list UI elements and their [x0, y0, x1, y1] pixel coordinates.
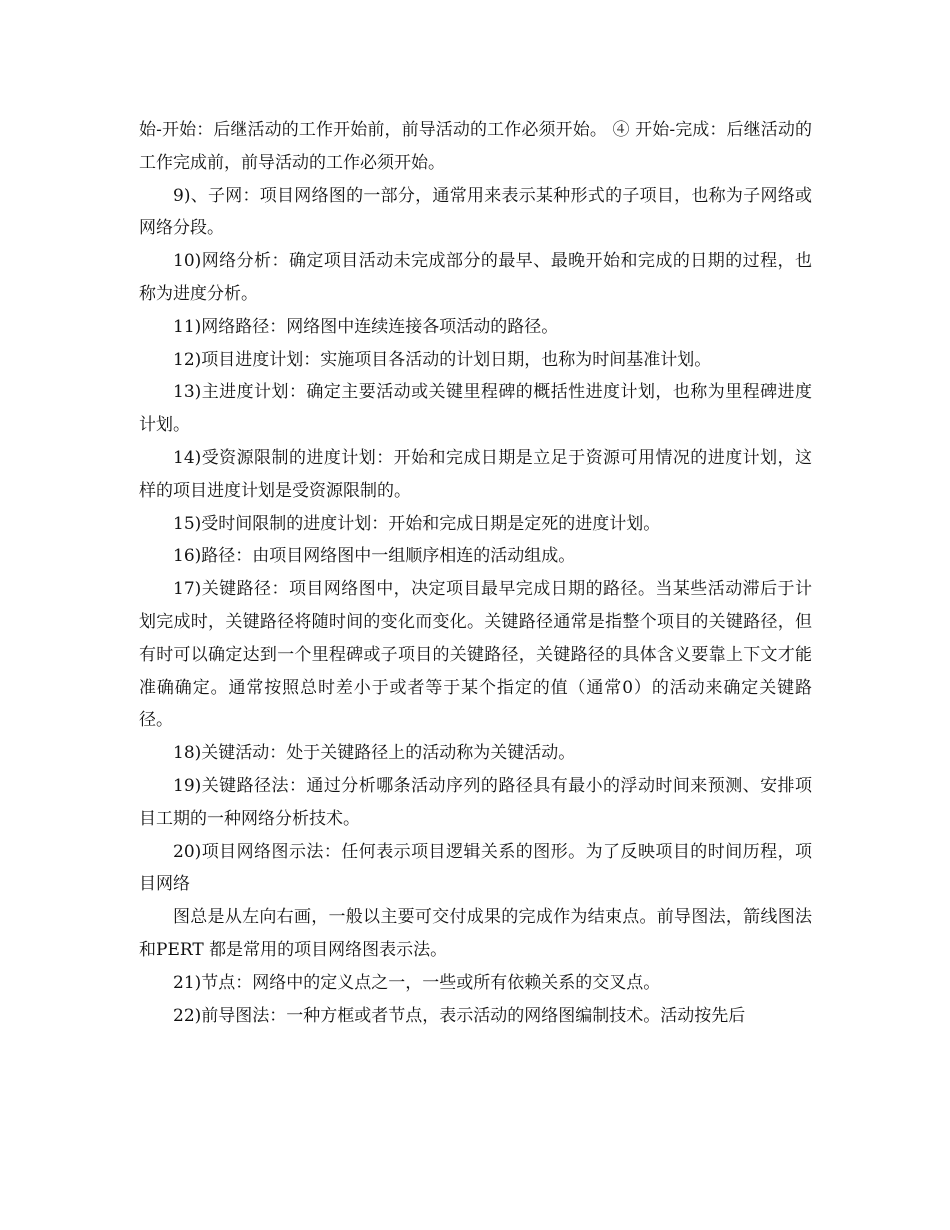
paragraph-2: 9)、子网：项目网络图的一部分，通常用来表示某种形式的子项目，也称为子网络或网络分段。	[139, 185, 812, 239]
paragraph-1: 始-开始：后继活动的工作开始前，前导活动的工作必须开始。 ④ 开始-完成：后继活动的工作完成前，前导活动的工作必须开始。	[139, 120, 812, 173]
paragraph-8: 15)受时间限制的进度计划：开始和完成日期是定死的进度计划。	[173, 513, 661, 534]
paragraph-9: 16)路径：由项目网络图中一组顺序相连的活动组成。	[173, 546, 576, 567]
paragraph-15: 21)节点：网络中的定义点之一，一些或所有依赖关系的交叉点。	[173, 972, 661, 993]
paragraph-14: 图总是从左向右画，一般以主要可交付成果的完成作为结束点。前导图法，箭线图法和PERT 都是常用的项目网络图表示法。	[139, 907, 812, 960]
paragraph-12: 19)关键路径法：通过分析哪条活动序列的路径具有最小的浮动时间来预测、安排项目工期的一种网络分析技术。	[139, 775, 812, 829]
paragraph-6: 13)主进度计划：确定主要活动或关键里程碑的概括性进度计划，也称为里程碑进度计划。	[139, 382, 812, 436]
paragraph-7: 14)受资源限制的进度计划：开始和完成日期是立足于资源可用情况的进度计划，这样的项目进度计划是受资源限制的。	[139, 447, 812, 501]
paragraph-10: 17)关键路径：项目网络图中，决定项目最早完成日期的路径。当某些活动滞后于计划完成时，关键路径将随时间的变化而变化。关键路径通常是指整个项目的关键路径，但有时可以确定达到一个里程碑或子项目的关键路径，关键路径的具体含义要靠上下文才能准确确定。通常按照总时差小于或者等于某个指定的值（通常0）的活动来确定关键路径。	[139, 579, 812, 731]
paragraph-13: 20)项目网络图示法：任何表示项目逻辑关系的图形。为了反映项目的时间历程，项目网络	[139, 841, 812, 895]
paragraph-5: 12)项目进度计划：实施项目各活动的计划日期，也称为时间基准计划。	[173, 349, 712, 370]
paragraph-11: 18)关键活动：处于关键路径上的活动称为关键活动。	[173, 743, 576, 764]
paragraph-16: 22)前导图法：一种方框或者节点，表示活动的网络图编制技术。活动按先后	[173, 1005, 746, 1026]
paragraph-3: 10)网络分析：确定项目活动未完成部分的最早、最晚开始和完成的日期的过程，也称为进度分析。	[139, 251, 812, 304]
document-body	[139, 114, 812, 1032]
paragraph-4: 11)网络路径：网络图中连续连接各项活动的路径。	[173, 316, 559, 337]
